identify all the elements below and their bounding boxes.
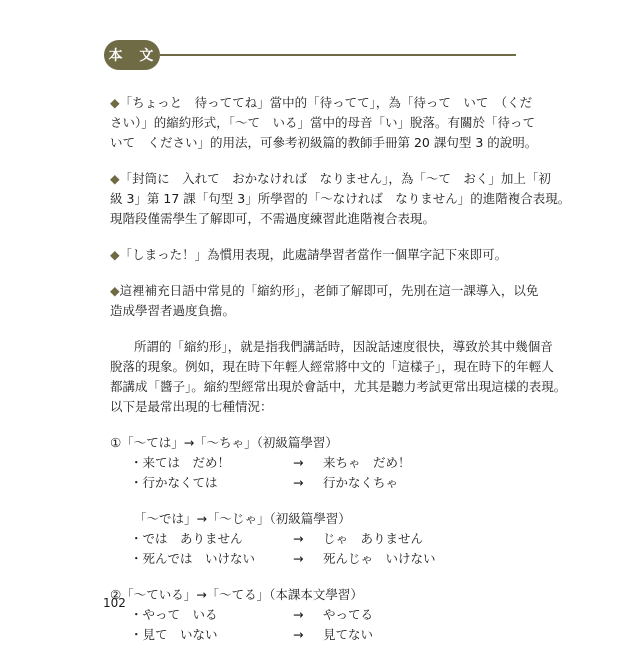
rule-heading: 「〜では」→「〜じゃ」（初級篇學習）: [134, 511, 351, 526]
example-original: ・では ありません: [130, 531, 243, 546]
section-header: [104, 40, 516, 70]
diamond-bullet-icon: ◆: [110, 95, 120, 110]
note-3: [110, 245, 522, 265]
example-contracted: 見てない: [323, 627, 374, 642]
note-line: さい）」的縮約形式，「〜て いる」當中的母音「い」脫落。有關於「待って: [110, 115, 536, 130]
note-line: ◆「しまった！」為慣用表現，此處請學習者當作一個單字記下來即可。: [110, 247, 508, 262]
example-contracted: じゃ ありません: [323, 531, 424, 546]
note-4: [110, 281, 539, 321]
diamond-bullet-icon: ◆: [110, 247, 120, 262]
rule-heading: ①「〜ては」→「〜ちゃ」（初級篇學習）: [110, 435, 338, 450]
note-line: 造成學習者過度負擔。: [110, 303, 236, 318]
note-line: ◆這裡補充日語中常見的「縮約形」，老師了解即可，先別在這一課導入，以免: [110, 283, 539, 298]
right-arrow-icon: →: [293, 455, 304, 470]
right-arrow-icon: →: [293, 531, 304, 546]
example-contracted: 来ちゃ だめ！: [323, 455, 411, 470]
example-row: [110, 625, 522, 645]
rule-heading: ②「〜ている」→「〜てる」（本課本文學習）: [110, 587, 363, 602]
rule-1b: [110, 509, 522, 569]
example-row: [110, 529, 522, 549]
example-original: ・やって いる: [130, 607, 218, 622]
example-original: ・死んでは いけない: [130, 551, 256, 566]
paragraph-line: 以下是最常出現的七種情況：: [110, 399, 273, 414]
example-original: ・来ては だめ！: [130, 455, 231, 470]
paragraph-line: 所謂的「縮約形」，就是指我們講話時，因說話速度很快，導致於其中幾個音: [134, 339, 553, 354]
example-original: ・見て いない: [130, 627, 218, 642]
explanation-paragraph: [110, 337, 567, 417]
right-arrow-icon: →: [293, 475, 304, 490]
page-number: 102: [103, 596, 126, 610]
example-contracted: 行かなくちゃ: [323, 475, 399, 490]
example-original: ・行かなくては: [130, 475, 218, 490]
note-line: いて ください」的用法，可參考初級篇的教師手冊第 20 課句型 3 的說明。: [110, 135, 538, 150]
example-contracted: やってる: [323, 607, 374, 622]
example-row: [110, 605, 522, 625]
note-line: ◆「ちょっと 待っててね」當中的「待ってて」，為「待って いて （くだ: [110, 95, 533, 110]
header-rule: [160, 54, 516, 56]
rule-2: [110, 585, 522, 645]
note-line: 級 3」第 17 課「句型 3」所學習的「〜なければ なりません」的進階複合表現。: [110, 191, 571, 206]
example-row: [110, 549, 522, 569]
example-contracted: 死んじゃ いけない: [323, 551, 436, 566]
right-arrow-icon: →: [293, 607, 304, 622]
rule-1: [110, 433, 522, 493]
paragraph-line: 脫落的現象。例如，現在時下年輕人經常將中文的「這樣子」，現在時下的年輕人: [110, 359, 554, 374]
note-1: [110, 93, 538, 153]
note-2: [110, 169, 571, 229]
right-arrow-icon: →: [293, 627, 304, 642]
note-line: ◆「封筒に 入れて おかなければ なりません」，為「〜て おく」加上「初: [110, 171, 551, 186]
page-body: [110, 93, 571, 645]
paragraph-line: 都講成「醬子」。縮約型經常出現於會話中，尤其是聽力考試更常出現這樣的表現。: [110, 379, 567, 394]
section-title-tab: 本 文: [104, 40, 160, 70]
diamond-bullet-icon: ◆: [110, 171, 120, 186]
example-row: [110, 453, 522, 473]
diamond-bullet-icon: ◆: [110, 283, 120, 298]
right-arrow-icon: →: [293, 551, 304, 566]
example-row: [110, 473, 522, 493]
note-line: 現階段僅需學生了解即可，不需過度練習此進階複合表現。: [110, 211, 436, 226]
